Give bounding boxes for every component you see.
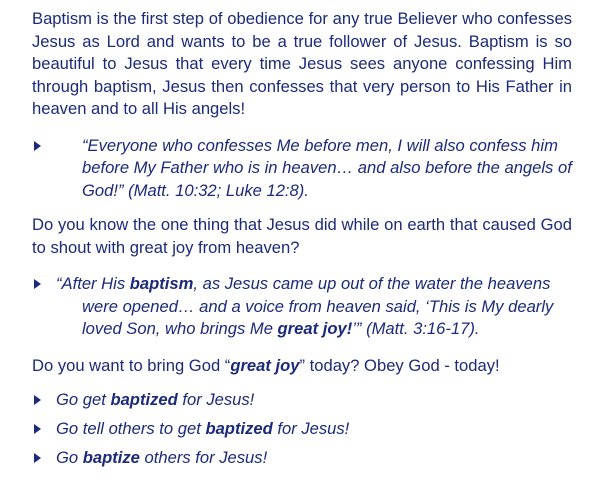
text-part: Go tell others to get xyxy=(56,419,206,438)
triangle-right-icon xyxy=(32,418,56,434)
bold-word: baptize xyxy=(82,448,140,467)
triangle-right-icon xyxy=(32,135,56,151)
triangle-right-icon xyxy=(32,273,56,289)
quote-matthew-3-16 xyxy=(32,273,572,341)
paragraph-great-joy xyxy=(32,355,572,378)
quote-text-part: , as Jesus came up out of the water the heavens were opened… and a voice from heaven said, ‘This is My dearly loved Son, who brings Me xyxy=(82,274,554,338)
text-part: ” today? Obey God - today! xyxy=(299,355,500,375)
quote-text-part: “After His xyxy=(56,274,130,293)
quote-matthew-10-32 xyxy=(32,135,572,203)
text-part: for Jesus! xyxy=(272,419,350,438)
text-part: others for Jesus! xyxy=(139,448,268,467)
text-part: Go xyxy=(56,448,83,467)
paragraph-question: Do you know the one thing that Jesus did while on earth that caused God to shout with great joy from heaven? xyxy=(32,215,572,257)
list-item xyxy=(32,447,572,470)
quote-bold-great-joy: great joy! xyxy=(277,319,353,338)
bold-word: baptized xyxy=(110,390,178,409)
triangle-right-icon xyxy=(32,389,56,405)
quote-text xyxy=(56,273,572,341)
triangle-right-icon xyxy=(32,447,56,463)
bold-word: baptized xyxy=(205,419,273,438)
list-item-text xyxy=(56,447,267,470)
text-part: Go get xyxy=(56,390,111,409)
list-item xyxy=(32,418,572,441)
bullet-list xyxy=(32,389,572,470)
quote-text: “Everyone who confesses Me before men, I will also confess him before My Father who is in heaven… and also before the angels of God!” (Matt. 10:32; Luke 12:8). xyxy=(82,135,572,200)
list-item-text xyxy=(56,389,254,412)
list-item-text xyxy=(56,418,349,441)
paragraph-baptism-intro: Baptism is the first step of obedience for any true Believer who confesses Jesus as Lord and wants to be a true follower of Jesus. Baptism is so beautiful to Jesus that every time Jesus sees anyone confessing Him through baptism, Jesus then confesses that very person to His Father in heaven and to all His angels! xyxy=(32,9,572,118)
quote-bold-baptism: baptism xyxy=(129,274,194,293)
bold-great-joy: great joy xyxy=(230,355,300,375)
document xyxy=(32,8,572,476)
text-part: Do you want to bring God “ xyxy=(32,355,231,375)
text-part: for Jesus! xyxy=(177,390,255,409)
list-item xyxy=(32,389,572,412)
quote-text-part: ’” (Matt. 3:16-17). xyxy=(352,319,480,338)
